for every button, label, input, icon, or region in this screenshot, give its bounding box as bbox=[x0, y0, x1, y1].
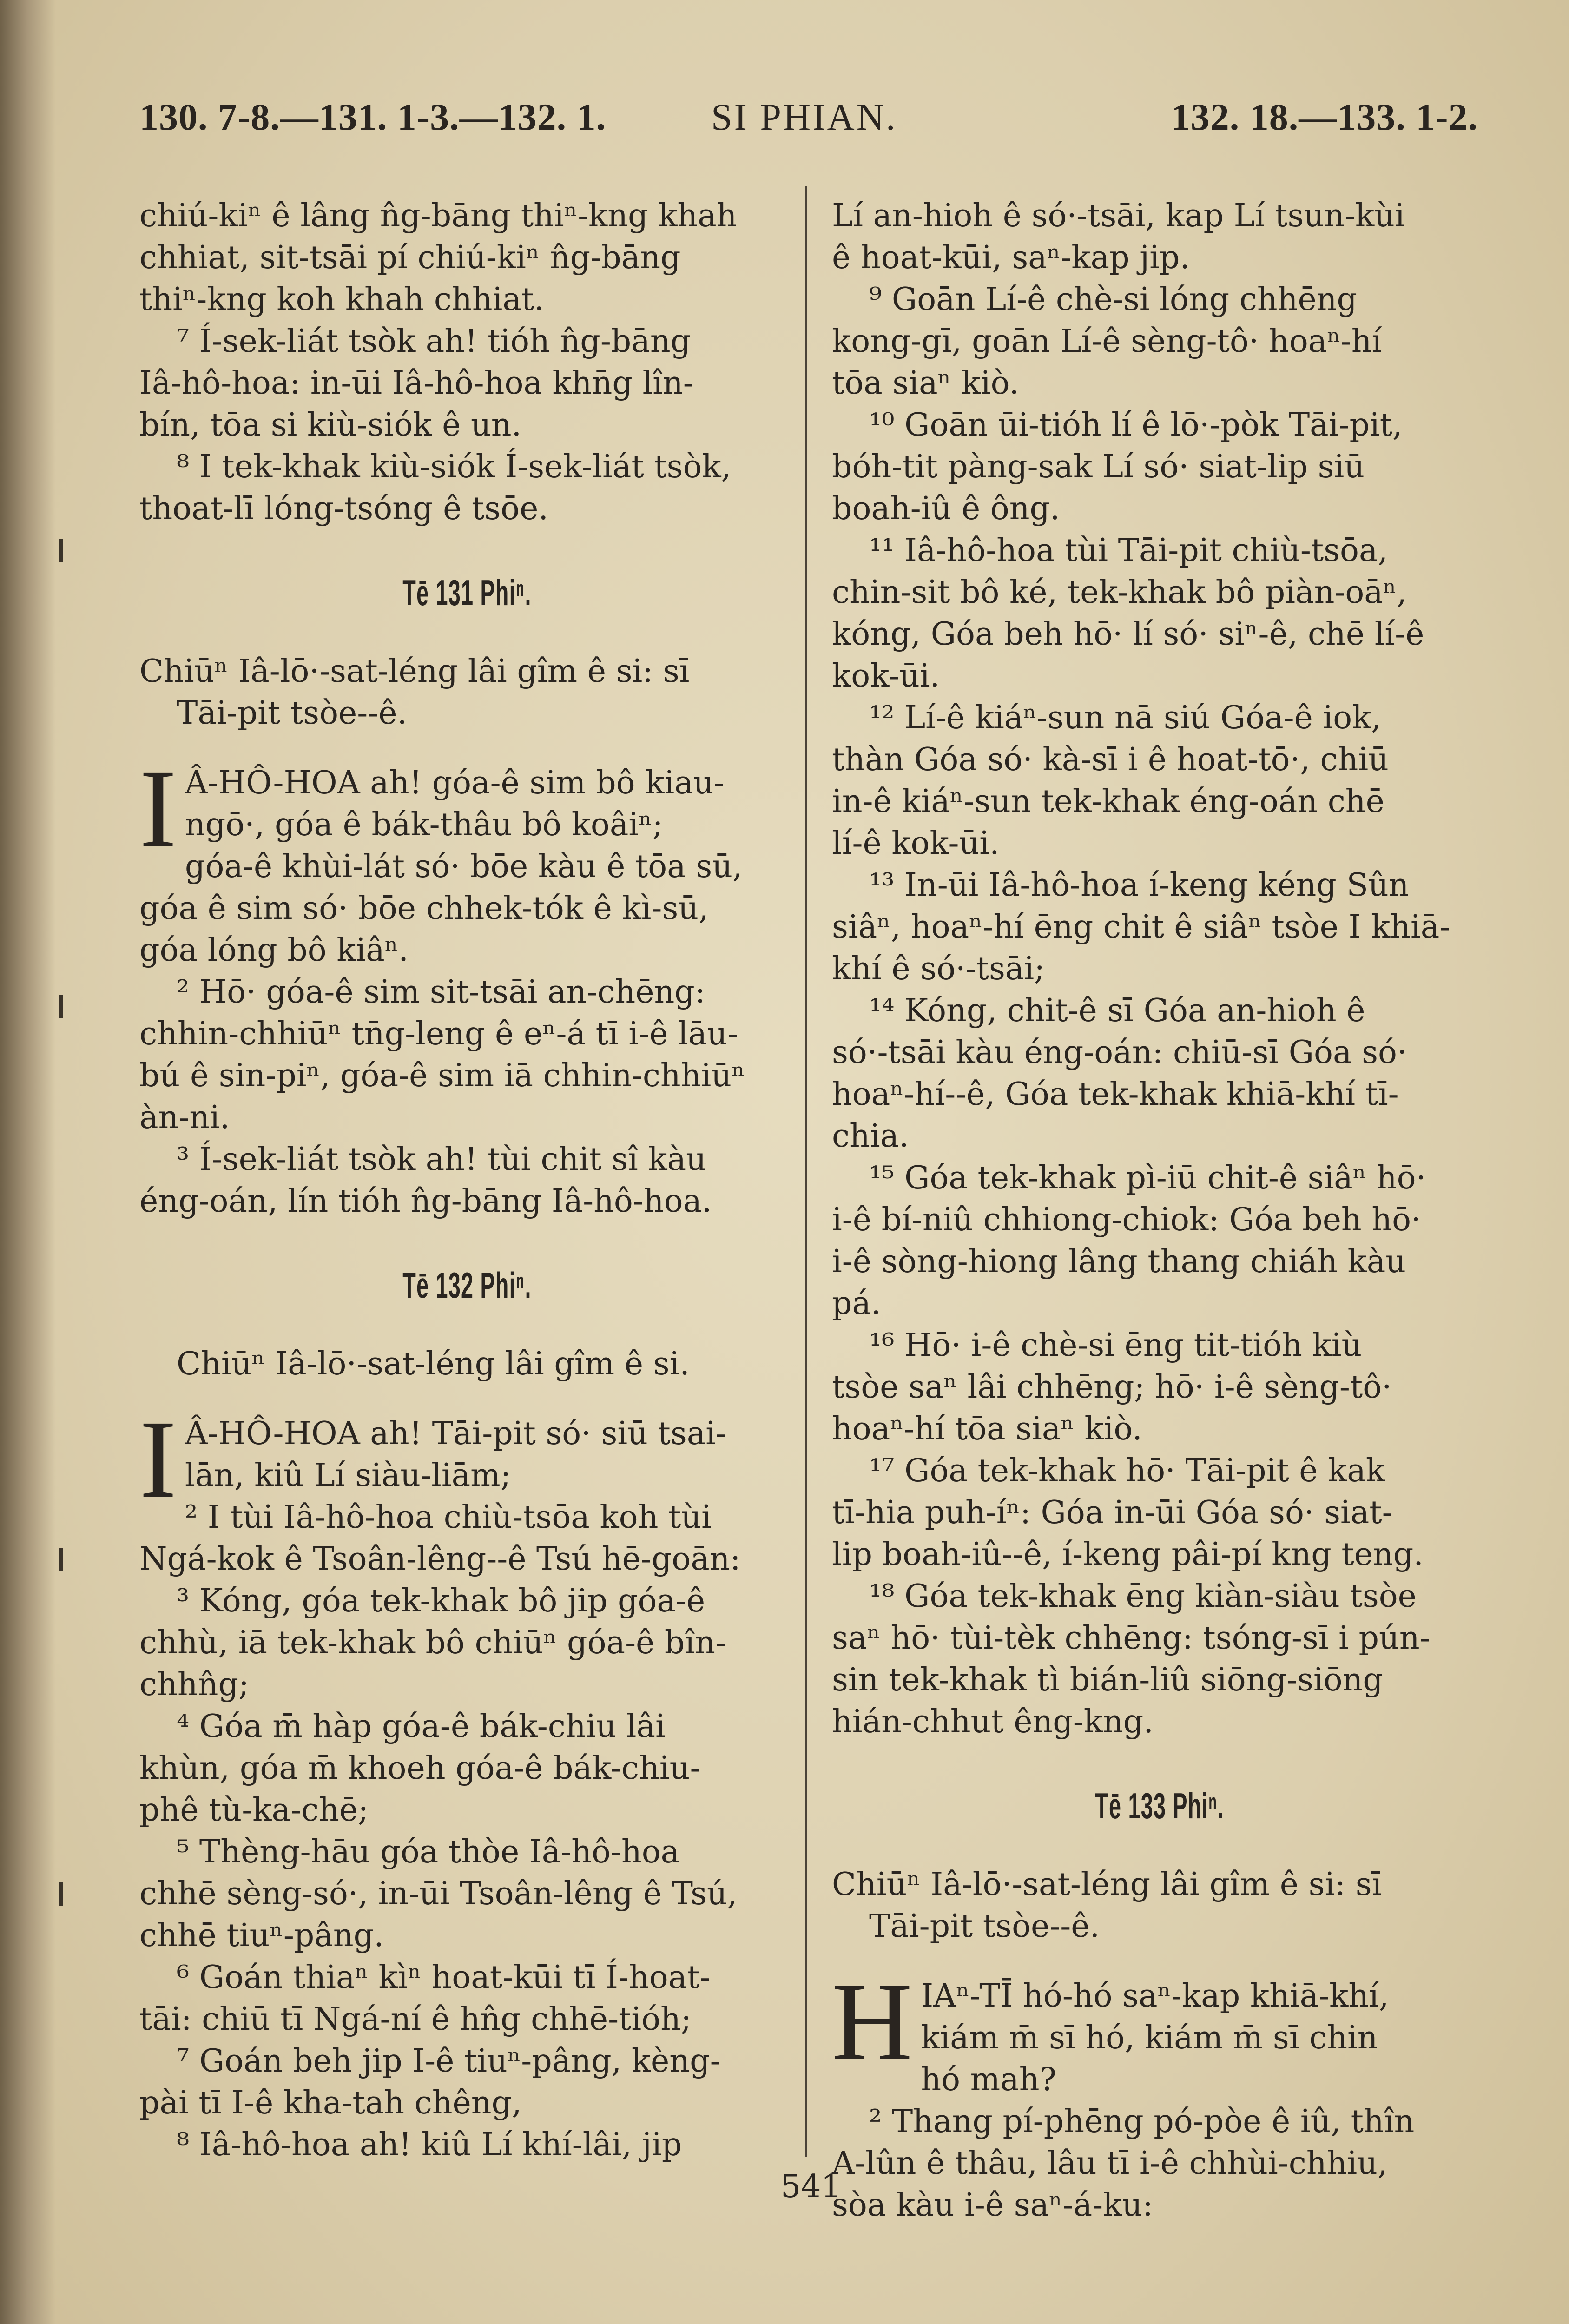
margin-mark bbox=[59, 539, 63, 562]
margin-mark bbox=[59, 1882, 63, 1906]
drop-cap: I bbox=[139, 1397, 177, 1521]
chapter-132-subtitle: Chiūⁿ Iâ-lō·-sat-léng lâi gîm ê si. bbox=[177, 1346, 690, 1382]
text-line: àn-ni. bbox=[139, 1099, 230, 1136]
text-line: chin-sit bô ké, tek-khak bô piàn-oāⁿ, bbox=[832, 574, 1407, 611]
text-line: kok-ūi. bbox=[832, 658, 940, 694]
margin-mark bbox=[59, 995, 63, 1018]
chapter-132-heading: Tē 132 Phiⁿ. bbox=[402, 1265, 532, 1306]
text-line: saⁿ hō· tùi-tèk chhēng: tsóng-sī i pún- bbox=[832, 1620, 1431, 1657]
text-line: lí-ê kok-ūi. bbox=[832, 825, 1000, 862]
text-line: Tāi-pit tsòe--ê. bbox=[869, 1908, 1100, 1945]
drop-cap: I bbox=[139, 746, 177, 870]
column-divider bbox=[805, 186, 807, 2157]
text-line: chiú-kiⁿ ê lâng n̂g-bāng thiⁿ-kng khah bbox=[139, 198, 737, 234]
right-column bbox=[832, 195, 1487, 2226]
text-line: ² Thang pí-phēng pó-pòe ê iû, thîn bbox=[869, 2103, 1415, 2140]
text-line: A-lûn ê thâu, lâu tī i-ê chhùi-chhiu, bbox=[832, 2145, 1388, 2182]
text-line: ⁸ Iâ-hô-hoa ah! kiû Lí khí-lâi, jip bbox=[177, 2126, 682, 2163]
text-line: ⁸ I tek-khak kiù-siók Í-sek-liát tsòk, bbox=[177, 449, 732, 485]
text-line: ¹⁵ Góa tek-khak pì-iū chit-ê siâⁿ hō· bbox=[869, 1160, 1426, 1196]
chapter-131-subtitle bbox=[139, 651, 795, 734]
text-line: tsòe saⁿ lâi chhēng; hō· i-ê sèng-tô· bbox=[832, 1369, 1392, 1406]
text-line: Iâ-hô-hoa: in-ūi Iâ-hô-hoa khn̄g lîn- bbox=[139, 365, 694, 402]
text-line: ¹⁴ Kóng, chit-ê sī Góa an-hioh ê bbox=[869, 992, 1365, 1029]
text-line: boah-iû ê ông. bbox=[832, 490, 1060, 527]
text-line: chhn̂g; bbox=[139, 1666, 249, 1703]
text-line: ¹⁸ Góa tek-khak ēng kiàn-siàu tsòe bbox=[869, 1578, 1417, 1615]
chapter-131-heading: Tē 131 Phiⁿ. bbox=[402, 572, 532, 613]
text-line: IAⁿ-TĪ hó-hó saⁿ-kap khiā-khí, bbox=[921, 1978, 1389, 2014]
book-binding-shadow bbox=[0, 0, 56, 2324]
chapter-132-text bbox=[139, 1397, 795, 2166]
running-header bbox=[139, 95, 1478, 146]
text-line: tāi: chiū tī Ngá-ní ê hn̂g chhē-tióh; bbox=[139, 2001, 692, 2038]
text-line: ³ Í-sek-liát tsòk ah! tùi chit sî kàu bbox=[177, 1141, 706, 1178]
text-line: ⁶ Goán thiaⁿ kìⁿ hoat-kūi tī Í-hoat- bbox=[177, 1959, 711, 1996]
text-line: Chiūⁿ Iâ-lō·-sat-léng lâi gîm ê si: sī bbox=[832, 1866, 1382, 1903]
text-line: ngō·, góa ê bák-thâu bô koâiⁿ; bbox=[185, 806, 663, 843]
chapter-133-heading: Tē 133 Phiⁿ. bbox=[1095, 1785, 1224, 1826]
left-column bbox=[139, 195, 795, 2166]
text-line: chia. bbox=[832, 1118, 909, 1155]
text-line: Â-HÔ-HOA ah! góa-ê sim bô kiau- bbox=[185, 765, 725, 801]
text-line: góa ê sim só· bōe chhek-tók ê kì-sū, bbox=[139, 890, 709, 927]
text-line: Lí an-hioh ê só·-tsāi, kap Lí tsun-kùi bbox=[832, 198, 1405, 234]
text-line: ⁷ Goán beh jip I-ê tiuⁿ-pâng, kèng- bbox=[177, 2043, 721, 2080]
text-line: chhù, iā tek-khak bô chiūⁿ góa-ê bîn- bbox=[139, 1624, 726, 1661]
text-line: chhē tiuⁿ-pâng. bbox=[139, 1917, 384, 1954]
text-line: góa-ê khùi-lát só· bōe kàu ê tōa sū, bbox=[185, 848, 743, 885]
text-line: pài tī I-ê kha-tah chêng, bbox=[139, 2085, 522, 2121]
text-line: ⁹ Goān Lí-ê chè-si lóng chhēng bbox=[869, 281, 1358, 318]
text-line: ¹¹ Iâ-hô-hoa tùi Tāi-pit chiù-tsōa, bbox=[869, 532, 1388, 569]
text-line: siâⁿ, hoaⁿ-hí ēng chit ê siâⁿ tsòe I khiā- bbox=[832, 909, 1450, 945]
text-line: chhē sèng-só·, in-ūi Tsoân-lêng ê Tsú, bbox=[139, 1875, 738, 1912]
text-line: lip boah-iû--ê, í-keng pâi-pí kng teng. bbox=[832, 1536, 1424, 1573]
header-left-reference: 130. 7-8.—131. 1-3.—132. 1. bbox=[139, 96, 607, 138]
text-line: i-ê sòng-hiong lâng thang chiáh kàu bbox=[832, 1243, 1406, 1280]
text-line: Tāi-pit tsòe--ê. bbox=[177, 695, 408, 732]
text-line: kiám m̄ sī hó, kiám m̄ sī chin bbox=[921, 2020, 1378, 2056]
text-line: ² Hō· góa-ê sim sit-tsāi an-chēng: bbox=[177, 974, 705, 1010]
text-line: hián-chhut êng-kng. bbox=[832, 1703, 1154, 1740]
chapter-131-text bbox=[139, 746, 795, 1222]
text-line: hoaⁿ-hí tōa siaⁿ kiò. bbox=[832, 1411, 1142, 1447]
text-line: bóh-tit pàng-sak Lí só· siat-lip siū bbox=[832, 449, 1365, 485]
psalm-130-continuation bbox=[139, 195, 795, 530]
text-line: ⁵ Thèng-hāu góa thòe Iâ-hô-hoa bbox=[177, 1834, 680, 1870]
drop-cap: H bbox=[832, 1960, 913, 2083]
text-line: ¹⁷ Góa tek-khak hō· Tāi-pit ê kak bbox=[869, 1452, 1385, 1489]
text-line: ¹⁶ Hō· i-ê chè-si ēng tit-tióh kiù bbox=[869, 1327, 1362, 1364]
text-line: Ngá-kok ê Tsoân-lêng--ê Tsú hē-goān: bbox=[139, 1541, 741, 1578]
text-line: lān, kiû Lí siàu-liām; bbox=[185, 1457, 511, 1494]
text-line: thoat-lī lóng-tsóng ê tsōe. bbox=[139, 490, 548, 527]
text-line: ³ Kóng, góa tek-khak bô jip góa-ê bbox=[177, 1583, 705, 1619]
text-line: ¹³ In-ūi Iâ-hô-hoa í-keng kéng Sûn bbox=[869, 867, 1409, 904]
text-line: kong-gī, goān Lí-ê sèng-tô· hoaⁿ-hí bbox=[832, 323, 1382, 360]
chapter-133-subtitle bbox=[832, 1864, 1487, 1948]
margin-mark bbox=[59, 1548, 63, 1571]
text-line: bín, tōa si kiù-siók ê un. bbox=[139, 407, 522, 443]
text-line: hoaⁿ-hí--ê, Góa tek-khak khiā-khí tī- bbox=[832, 1076, 1399, 1113]
text-line: hó mah? bbox=[921, 2061, 1056, 2098]
text-line: góa lóng bô kiâⁿ. bbox=[139, 932, 409, 969]
text-line: bú ê sin-piⁿ, góa-ê sim iā chhin-chhiūⁿ bbox=[139, 1057, 745, 1094]
text-line: khùn, góa m̄ khoeh góa-ê bák-chiu- bbox=[139, 1750, 701, 1787]
text-line: chhin-chhiūⁿ tn̄g-leng ê eⁿ-á tī i-ê lāu- bbox=[139, 1016, 738, 1052]
text-line: pá. bbox=[832, 1285, 881, 1322]
text-line: só·-tsāi kàu éng-oán: chiū-sī Góa só· bbox=[832, 1034, 1407, 1071]
text-line: ¹⁰ Goān ūi-tióh lí ê lō·-pòk Tāi-pit, bbox=[869, 407, 1403, 443]
text-line: chhiat, sit-tsāi pí chiú-kiⁿ n̂g-bāng bbox=[139, 239, 681, 276]
text-line: ² I tùi Iâ-hô-hoa chiù-tsōa koh tùi bbox=[185, 1499, 712, 1536]
text-line: ê hoat-kūi, saⁿ-kap jip. bbox=[832, 239, 1190, 276]
header-book-title: SI PHIAN. bbox=[711, 96, 897, 138]
text-line: Chiūⁿ Iâ-lō·-sat-léng lâi gîm ê si: sī bbox=[139, 653, 690, 690]
text-line: Â-HÔ-HOA ah! Tāi-pit só· siū tsai- bbox=[185, 1415, 727, 1452]
text-line: tī-hia puh-íⁿ: Góa in-ūi Góa só· siat- bbox=[832, 1494, 1393, 1531]
header-right-reference: 132. 18.—133. 1-2. bbox=[1171, 96, 1478, 138]
text-line: sin tek-khak tì bián-liû siōng-siōng bbox=[832, 1662, 1383, 1698]
text-line: i-ê bí-niû chhiong-chiok: Góa beh hō· bbox=[832, 1202, 1421, 1238]
text-line: tōa siaⁿ kiò. bbox=[832, 365, 1019, 402]
page-number: 541 bbox=[781, 2168, 841, 2205]
text-line: thiⁿ-kng koh khah chhiat. bbox=[139, 281, 544, 318]
text-line: ¹² Lí-ê kiáⁿ-sun nā siú Góa-ê iok, bbox=[869, 700, 1382, 736]
text-line: sòa kàu i-ê saⁿ-á-ku: bbox=[832, 2187, 1153, 2224]
text-line: éng-oán, lín tióh n̂g-bāng Iâ-hô-hoa. bbox=[139, 1183, 712, 1220]
chapter-133-text bbox=[832, 1960, 1487, 2226]
psalm-132-continuation bbox=[832, 195, 1487, 1743]
text-line: ⁴ Góa m̄ hàp góa-ê bák-chiu lâi bbox=[177, 1708, 666, 1745]
text-line: ⁷ Í-sek-liát tsòk ah! tióh n̂g-bāng bbox=[177, 323, 691, 360]
text-line: phê tù-ka-chē; bbox=[139, 1792, 369, 1829]
text-line: in-ê kiáⁿ-sun tek-khak éng-oán chē bbox=[832, 783, 1384, 820]
text-line: thàn Góa só· kà-sī i ê hoat-tō·, chiū bbox=[832, 741, 1389, 778]
text-line: kóng, Góa beh hō· lí só· siⁿ-ê, chē lí-ê bbox=[832, 616, 1424, 653]
text-line: khí ê só·-tsāi; bbox=[832, 951, 1045, 987]
